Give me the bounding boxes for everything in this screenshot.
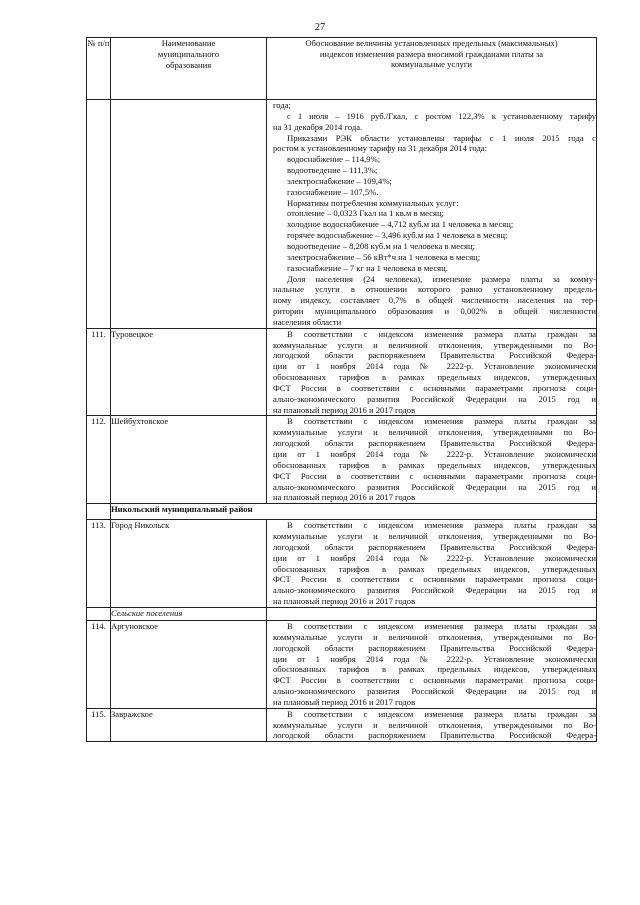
municipality-name: Шейбухтовское bbox=[111, 416, 267, 504]
header-municipality-line: Наименование bbox=[161, 38, 216, 48]
basis-text-line: на 31 декабря 2014 года. bbox=[273, 121, 363, 132]
basis-text-line: ции от 1 ноября 2014 года № 2222-р. Установление экономически bbox=[273, 653, 596, 664]
section-title: Никольский муниципальный район bbox=[111, 504, 597, 520]
table-row bbox=[87, 520, 597, 608]
basis-text-line: отопление – 0,0323 Гкал на 1 кв.м в месяц; bbox=[287, 208, 444, 219]
basis-text-line: горячее водоснабжение – 3,496 куб.м на 1 человека в месяц; bbox=[287, 230, 508, 241]
section-row bbox=[87, 504, 597, 520]
municipality-name: Завражское bbox=[111, 708, 267, 742]
basis-text-line: коммунальные услуги и величиной отклонения, утвержденными по Во- bbox=[273, 631, 596, 642]
basis-text-line: ФСТ России в соответствии с основными параметрами прогноза соци- bbox=[273, 574, 596, 585]
basis-text-line: водоотведение – 111,3%; bbox=[287, 165, 378, 176]
header-basis bbox=[267, 38, 597, 100]
municipality-name: Туровецкое bbox=[111, 328, 267, 416]
section-number-empty bbox=[87, 504, 111, 520]
basis-text-line: года; bbox=[273, 100, 291, 110]
header-basis-line: Обоснование величины установленных предельных (максимальных) bbox=[305, 38, 558, 48]
header-number bbox=[87, 38, 111, 100]
cell-name-empty bbox=[111, 100, 267, 329]
basis-text-line: коммунальные услуги и величиной отклонения, утвержденными по Во- bbox=[273, 339, 596, 350]
subsection-basis-empty bbox=[267, 607, 597, 620]
basis-text-line: с 1 июля – 1916 руб./Гкал, с ростом 122,3% к установленному тарифу bbox=[287, 110, 596, 121]
row-number: 112. bbox=[87, 416, 111, 504]
basis-text-line: ФСТ России в соответствии с основными параметрами прогноза соци- bbox=[273, 675, 596, 686]
table-row bbox=[87, 328, 597, 416]
cell-basis bbox=[267, 520, 597, 608]
basis-text-line: населения области bbox=[273, 316, 342, 327]
basis-text-line: на плановый период 2016 и 2017 годов bbox=[273, 596, 416, 607]
basis-text-line: коммунальные услуги и величиной отклонения, утвержденными по Во- bbox=[273, 531, 596, 542]
header-municipality-line: муниципального bbox=[157, 48, 220, 59]
basis-text-line: Доля населения (24 человека), изменение размера платы за комму- bbox=[287, 273, 596, 284]
row-number: 113. bbox=[87, 520, 111, 608]
subsection-number-empty bbox=[87, 607, 111, 620]
basis-text-line: логодской области распоряжением Правительства Российской Федера- bbox=[273, 350, 596, 361]
basis-text-line: логодской области распоряжением Правительства Российской Федера- bbox=[273, 730, 596, 741]
basis-text-line: водоотведение – 8,208 куб.м на 1 человека в месяц; bbox=[287, 240, 475, 251]
cell-basis bbox=[267, 708, 597, 742]
basis-text-line: В соответствии с индексом изменения размера платы граждан за bbox=[287, 708, 596, 719]
cell-basis bbox=[267, 328, 597, 416]
basis-text-line: газоснабжение – 7 кг на 1 человека в месяц. bbox=[287, 262, 448, 273]
basis-text-line: В соответствии с индексом изменения размера платы граждан за bbox=[287, 328, 596, 339]
basis-text-line: ФСТ России в соответствии с основными параметрами прогноза соци- bbox=[273, 382, 596, 393]
page-number: 27 bbox=[314, 22, 326, 33]
header-basis-line: индексов изменения размера вносимой гражданами платы за bbox=[319, 48, 544, 59]
basis-text-line: В соответствии с индексом изменения размера платы граждан за bbox=[287, 620, 596, 631]
basis-text-line: Приказами РЭК области установлены тарифы с 1 июля 2015 года с bbox=[287, 132, 596, 143]
basis-text-line: коммунальные услуги и величиной отклонения, утвержденными по Во- bbox=[273, 719, 596, 730]
cell-number-empty bbox=[87, 100, 111, 329]
basis-text-line: на плановый период 2016 и 2017 годов bbox=[273, 492, 416, 503]
basis-text-line: нальные услуги в отношении которого равно установленному предель- bbox=[273, 284, 596, 295]
basis-text-line: на плановый период 2016 и 2017 годов bbox=[273, 696, 416, 707]
basis-text-line: В соответствии с индексом изменения размера платы граждан за bbox=[287, 520, 596, 531]
row-number: 115. bbox=[87, 708, 111, 742]
basis-text-line: ритории муниципального образования и 0,002% в общей численности bbox=[273, 306, 596, 317]
basis-text-line: на плановый период 2016 и 2017 годов bbox=[273, 404, 416, 415]
table-row bbox=[87, 620, 597, 708]
basis-text-line: В соответствии с индексом изменения размера платы граждан за bbox=[287, 416, 596, 427]
basis-text-line: ально-экономического развития Российской Федерации на 2015 год и bbox=[273, 585, 596, 596]
table-row bbox=[87, 416, 597, 504]
basis-text-line: ФСТ России в соответствии с основными параметрами прогноза соци- bbox=[273, 470, 596, 481]
basis-text-line: обоснованных тарифов в рамках предельных индексов, утвержденных bbox=[273, 459, 596, 470]
row-number: 114. bbox=[87, 620, 111, 708]
header-number-label: № п/п bbox=[87, 38, 110, 48]
basis-text-line: обоснованных тарифов в рамках предельных индексов, утвержденных bbox=[273, 563, 596, 574]
basis-text-line: водоснабжение – 114,9%; bbox=[287, 154, 381, 165]
basis-text-line: обоснованных тарифов в рамках предельных индексов, утвержденных bbox=[273, 372, 596, 383]
basis-text-line: ции от 1 ноября 2014 года № 2222-р. Установление экономически bbox=[273, 552, 596, 563]
basis-text-line: логодской области распоряжением Правительства Российской Федера- bbox=[273, 438, 596, 449]
basis-text-line: ции от 1 ноября 2014 года № 2222-р. Установление экономически bbox=[273, 361, 596, 372]
basis-text-line: электроснабжение – 109,4%; bbox=[287, 175, 392, 186]
table-header-row bbox=[87, 38, 597, 100]
table-row-continued bbox=[87, 100, 597, 329]
cell-basis bbox=[267, 416, 597, 504]
basis-text-line: ростом к установленному тарифу на 31 декабря 2014 года: bbox=[273, 143, 488, 154]
basis-text-line: ально-экономического развития Российской Федерации на 2015 год и bbox=[273, 393, 596, 404]
header-municipality-line: образования bbox=[165, 59, 212, 70]
municipality-name: Аргуновское bbox=[111, 620, 267, 708]
header-municipality bbox=[111, 38, 267, 100]
basis-text-line: ции от 1 ноября 2014 года № 2222-р. Установление экономически bbox=[273, 449, 596, 459]
basis-text-line: газоснабжение – 107,5%. bbox=[287, 186, 379, 197]
cell-basis bbox=[267, 620, 597, 708]
basis-text-line: холодное водоснабжение – 4,712 куб.м на 1 человека в месяц; bbox=[287, 219, 514, 230]
basis-text-line: Нормативы потребления коммунальных услуг: bbox=[287, 197, 459, 208]
basis-text-line: коммунальные услуги и величиной отклонения, утвержденными по Во- bbox=[273, 427, 596, 438]
basis-text-line: логодской области распоряжением Правительства Российской Федера- bbox=[273, 642, 596, 653]
table-row bbox=[87, 708, 597, 742]
basis-text-line: обоснованных тарифов в рамках предельных индексов, утвержденных bbox=[273, 664, 596, 675]
basis-text-line: ально-экономического развития Российской Федерации на 2015 год и bbox=[273, 481, 596, 492]
basis-text-line: ально-экономического развития Российской Федерации на 2015 год и bbox=[273, 686, 596, 697]
header-basis-line: коммунальные услуги bbox=[391, 59, 472, 69]
tariff-table bbox=[86, 37, 597, 742]
cell-basis-continued bbox=[267, 100, 597, 329]
basis-text-line: электроснабжение – 56 кВт*ч на 1 человека в месяц; bbox=[287, 251, 481, 262]
subsection-title: Сельские поселения bbox=[111, 607, 267, 620]
basis-text-line: логодской области распоряжением Правительства Российской Федера- bbox=[273, 541, 596, 552]
row-number: 111. bbox=[87, 328, 111, 416]
basis-text-line: ному индексу, составляет 0,7% в общей численности населения на тер- bbox=[273, 295, 596, 306]
municipality-name: Город Никольск bbox=[111, 520, 267, 608]
subsection-row bbox=[87, 607, 597, 620]
